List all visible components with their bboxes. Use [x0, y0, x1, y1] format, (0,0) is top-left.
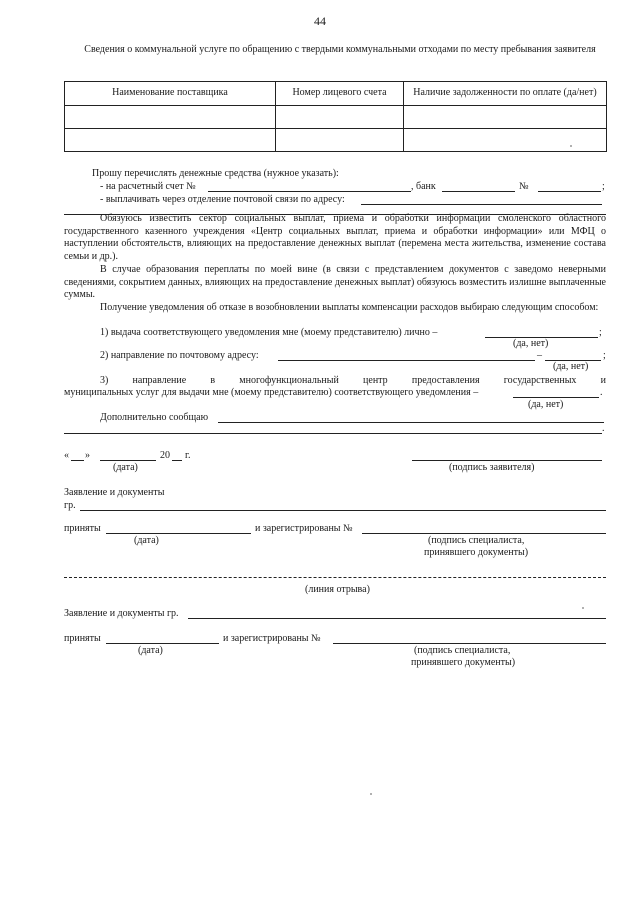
yes-no-caption: (да, нет)	[553, 361, 589, 372]
overpayment-paragraph: В случае образования переплаты по моей вине (в связи с представлением документов с заведомо неверными сведениями, сокрытием данных, влияющих на предоставление денежных выплат) обязуюсь возместить излишне выплаченные суммы.	[64, 264, 606, 300]
notification-intro: Получение уведомления об отказе в возобновлении выплаты компенсации расходов выбираю следующим способом:	[100, 302, 599, 313]
account-label: - на расчетный счет №	[100, 181, 196, 192]
option-mail: 2) направление по почтовому адресу:	[100, 350, 259, 361]
receipt2-date-field[interactable]	[106, 643, 219, 644]
receipt2-registration-field[interactable]	[333, 643, 606, 644]
post-address-field[interactable]	[361, 204, 602, 205]
option-mfc-field[interactable]	[513, 397, 599, 398]
bank-field[interactable]	[442, 191, 515, 192]
table-row	[65, 106, 607, 129]
bank-number-field[interactable]	[538, 191, 601, 192]
year-prefix: 20	[160, 450, 170, 461]
bank-number-label: №	[519, 181, 529, 192]
option-mail-address-field[interactable]	[278, 360, 535, 361]
receipt2-specialist-caption: принявшего документы)	[411, 657, 516, 668]
receipt-statement-label: Заявление и документы	[64, 487, 165, 498]
document-page: 44 Сведения о коммунальной услуге по обращению с твердыми коммунальными отходами по месту пребывания заявителя Наименование поставщика Номер лицевого счета Наличие задолженности по оплате (да/нет) Прошу перечислять денежные средства (нужное указать): - на расчетный счет № , банк № ; - выплачивать через отделение почтовой связи по адресу: Обязуюсь известить сектор социальных выплат, приема и обработки информации смоленского областного государственного казенного учреждения «Центр социальных выплат, приема и обработки информации» или МФЦ о наступлении обстоятельств, влияющих на предоставление денежных выплат (перемена места жительства, изменение состава семьи и др.). В случае образования переплаты по моей вине (в связи с представлением документов с заведомо неверными сведениями, сокрытием данных, влияющих на предоставление денежных выплат) обязуюсь возместить излишне выплаченные суммы. Получение уведомления об отказе в возобновлении выплаты компенсации расходов выбираю следующим способом: 1) выдача соответствующего уведомления мне (моему представителю) лично – ; (да, нет) 2) направление по почтовому адресу: – ; (да, нет) 3) направление в многофункциональный центр предоставления государственных и муниципальных услуг для выдачи мне (моему представителю) соответствующего уведомления – . (да, нет) Дополнительно сообщаю . « » 20 г. (дата) (подпись заявителя) Заявление и документы гр. приняты и зарегистрированы № (дата) (подпись специалиста, принявшего документы) (линия отрыва) Заявление и документы гр. приняты и зарегистрированы № (дата) (подпись специалиста, принявшего документы)	[0, 0, 640, 901]
table-header-cell: Номер лицевого счета	[276, 82, 404, 106]
receipt-accepted-label: приняты	[64, 523, 101, 534]
option-personal: 1) выдача соответствующего уведомления мне (моему представителю) лично –	[100, 327, 438, 338]
receipt2-statement-label: Заявление и документы гр.	[64, 608, 179, 619]
table-cell[interactable]	[404, 129, 607, 152]
receipt-date-field[interactable]	[106, 533, 251, 534]
receipt-registration-field[interactable]	[362, 533, 606, 534]
year-suffix: г.	[185, 450, 191, 461]
page-number: 44	[314, 14, 326, 28]
payment-intro: Прошу перечислять денежные средства (нужное указать):	[92, 168, 339, 179]
table-header-cell: Наличие задолженности по оплате (да/нет)	[404, 82, 607, 106]
receipt-date-caption: (дата)	[134, 535, 159, 546]
signature-caption: (подпись заявителя)	[449, 462, 535, 473]
day-field[interactable]	[71, 460, 84, 461]
year-field[interactable]	[172, 460, 182, 461]
table-row	[65, 129, 607, 152]
table-cell[interactable]	[404, 106, 607, 129]
signature-field[interactable]	[412, 460, 602, 461]
table-cell[interactable]	[65, 129, 276, 152]
table-cell[interactable]	[65, 106, 276, 129]
additional-field[interactable]	[218, 422, 604, 423]
scan-speck	[582, 607, 584, 609]
receipt2-accepted-label: приняты	[64, 633, 101, 644]
receipt2-specialist-caption: (подпись специалиста,	[414, 645, 511, 656]
quote-close: »	[85, 450, 90, 461]
additional-label: Дополнительно сообщаю	[100, 412, 209, 423]
receipt-registered-label: и зарегистрированы №	[255, 523, 353, 534]
date-caption: (дата)	[113, 462, 138, 473]
post-label: - выплачивать через отделение почтовой связи по адресу:	[100, 194, 345, 205]
option-mfc-line2: муниципальных услуг для выдачи мне (моему представителю) соответствующего уведомления –	[64, 387, 479, 398]
yes-no-caption: (да, нет)	[513, 338, 549, 349]
scan-speck	[370, 793, 372, 795]
yes-no-caption: (да, нет)	[528, 399, 564, 410]
tear-line-caption: (линия отрыва)	[305, 584, 370, 595]
supplier-table	[64, 81, 607, 152]
section-title: Сведения о коммунальной услуге по обращению с твердыми коммунальными отходами по месту пребывания заявителя	[84, 44, 596, 55]
table-cell[interactable]	[276, 106, 404, 129]
bank-label: , банк	[411, 181, 436, 192]
additional-field-2[interactable]	[64, 433, 602, 434]
table-cell[interactable]	[276, 129, 404, 152]
obligation-paragraph: Обязуюсь известить сектор социальных выплат, приема и обработки информации смоленского областного государственного казенного учреждения «Центр социальных выплат, приема и обработки информации» или МФЦ о наступлении обстоятельств, влияющих на предоставление денежных выплат (перемена места жительства, изменение состава семьи и др.).	[64, 213, 606, 262]
quote-open: «	[64, 450, 69, 461]
tear-line	[64, 577, 606, 578]
receipt2-registered-label: и зарегистрированы №	[223, 633, 321, 644]
account-number-field[interactable]	[208, 191, 411, 192]
receipt-specialist-caption: (подпись специалиста,	[428, 535, 525, 546]
receipt-citizen-field[interactable]	[80, 510, 606, 511]
receipt2-date-caption: (дата)	[138, 645, 163, 656]
option-mfc-line1: 3) направление в многофункциональный центр предоставления государственных и	[100, 375, 606, 386]
table-header-cell: Наименование поставщика	[65, 82, 276, 106]
receipt-specialist-caption: принявшего документы)	[424, 547, 529, 558]
scan-speck	[570, 145, 572, 147]
month-field[interactable]	[100, 460, 156, 461]
receipt-citizen-label: гр.	[64, 500, 76, 511]
table-header-row	[65, 82, 607, 106]
receipt2-citizen-field[interactable]	[188, 618, 606, 619]
